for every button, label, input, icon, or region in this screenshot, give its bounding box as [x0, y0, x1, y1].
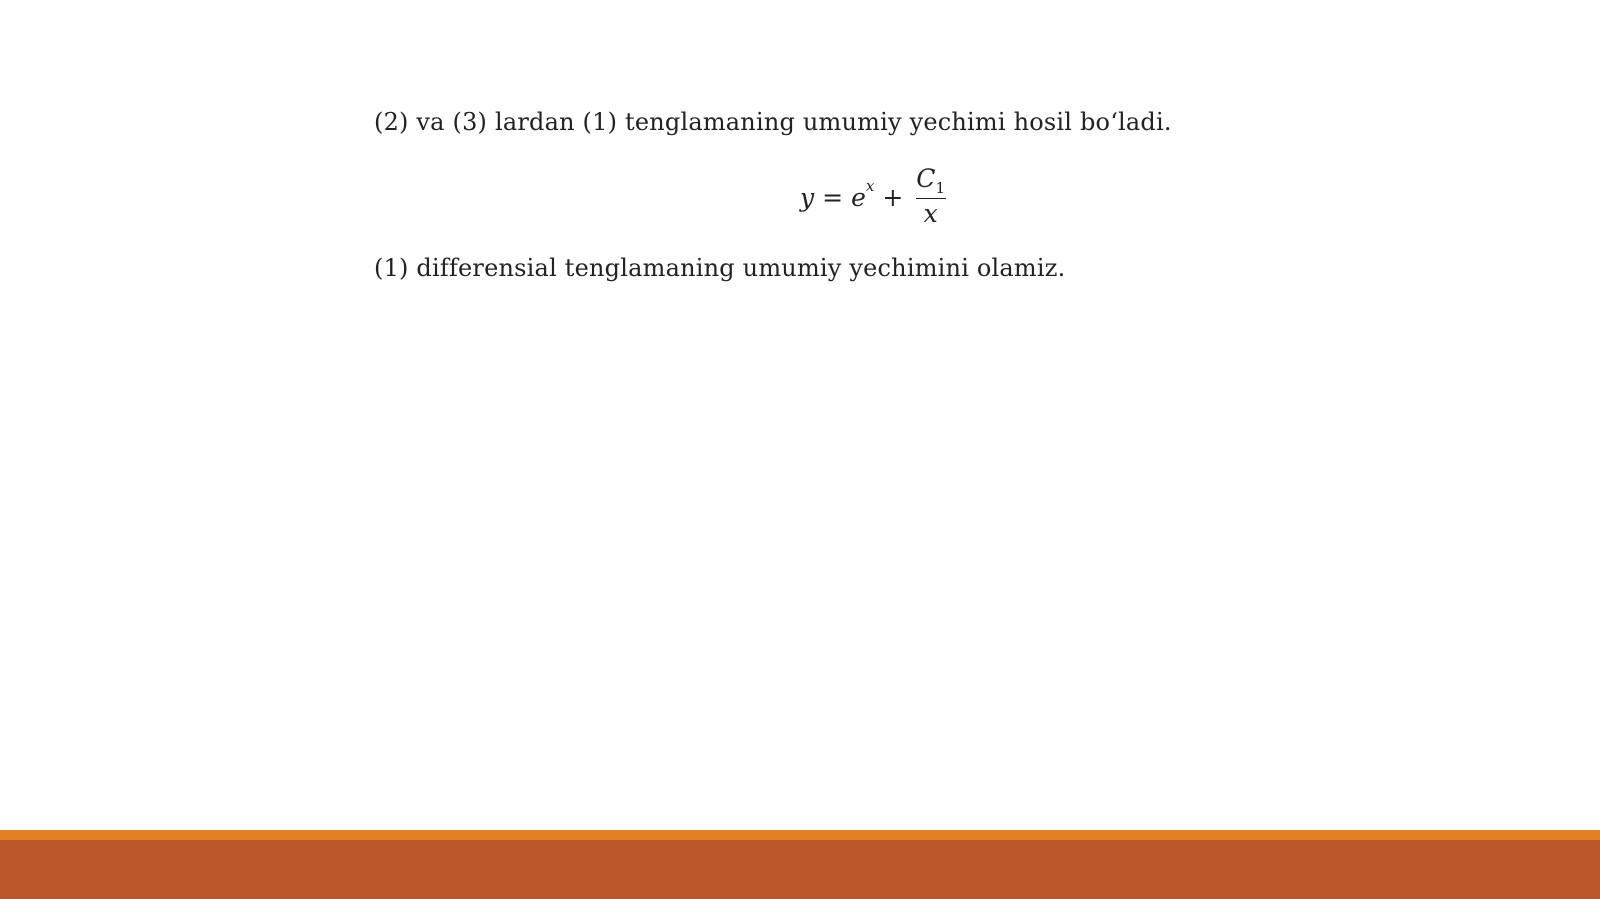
fraction-numerator — [913, 165, 948, 198]
fraction-denominator: x — [923, 199, 938, 229]
equation-general-solution — [800, 164, 948, 230]
equation-plus: + — [882, 182, 904, 212]
equation-lhs: y — [800, 182, 815, 212]
equation-base: e — [851, 182, 866, 212]
numerator-symbol: C — [916, 163, 936, 193]
text-line-conclusion: (1) differensial tenglamaning umumiy yechimini olamiz. — [374, 254, 1066, 282]
numerator-subscript: 1 — [935, 178, 945, 197]
text-line-intro: (2) va (3) lardan (1) tenglamaning umumiy yechimi hosil bo‘ladi. — [374, 108, 1172, 136]
footer-bar — [0, 840, 1600, 899]
equation-fraction — [913, 165, 948, 230]
footer-accent-stripe — [0, 830, 1600, 840]
equation-equals: = — [822, 182, 844, 212]
equation-exponent: x — [865, 177, 875, 195]
